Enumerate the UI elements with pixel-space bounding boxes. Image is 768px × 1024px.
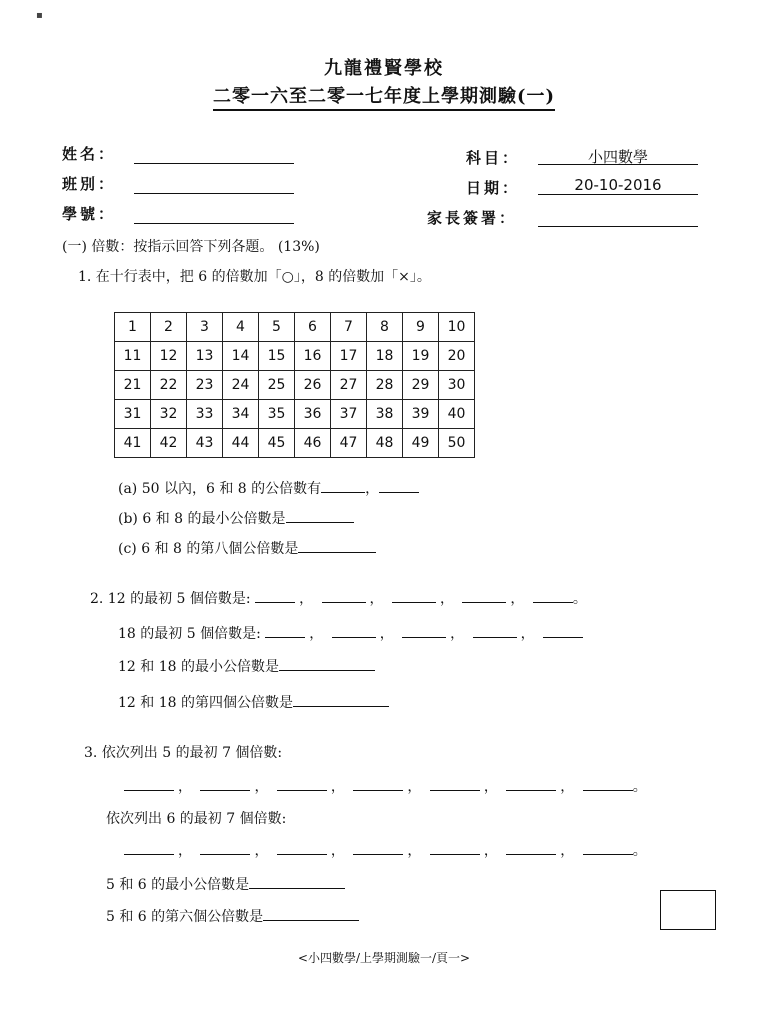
table-cell[interactable]: 19 — [403, 342, 439, 371]
table-cell[interactable]: 3 — [187, 313, 223, 342]
q3-line3 — [106, 874, 345, 894]
table-cell[interactable]: 30 — [439, 371, 475, 400]
q3-sixth-cm-label: 5 和 6 的第六個公倍數是 — [106, 909, 264, 925]
parent-signature-label: 家長簽署： — [427, 209, 518, 227]
subject-label: 科目： — [466, 149, 521, 167]
table-cell[interactable]: 34 — [223, 400, 259, 429]
number-label: 學號： — [62, 205, 117, 223]
q1b-label: (b) 6 和 8 的最小公倍數是 — [118, 511, 286, 527]
name-field[interactable] — [134, 145, 294, 164]
q1a-answer-2[interactable] — [379, 478, 419, 493]
q1b-row — [118, 508, 354, 528]
hundred-chart-table — [114, 312, 475, 458]
q3-5-multiple-1[interactable] — [124, 776, 174, 791]
q2-12-multiple-2[interactable] — [322, 588, 366, 603]
table-cell[interactable]: 46 — [295, 429, 331, 458]
table-cell[interactable]: 18 — [367, 342, 403, 371]
score-box[interactable] — [660, 890, 716, 930]
parent-signature-field[interactable] — [538, 208, 698, 227]
table-row — [115, 342, 475, 371]
q1c-answer[interactable] — [298, 538, 376, 553]
table-cell[interactable]: 44 — [223, 429, 259, 458]
table-cell[interactable]: 11 — [115, 342, 151, 371]
table-cell[interactable]: 4 — [223, 313, 259, 342]
school-name: 九龍禮賢學校 — [324, 58, 444, 79]
subject-field: 小四數學 — [538, 146, 698, 165]
table-cell[interactable]: 7 — [331, 313, 367, 342]
q3-6-multiple-4[interactable] — [353, 840, 403, 855]
q3-6-multiple-3[interactable] — [277, 840, 327, 855]
q2-fourth-cm-label: 12 和 18 的第四個公倍數是 — [118, 695, 293, 711]
table-cell[interactable]: 38 — [367, 400, 403, 429]
table-cell[interactable]: 14 — [223, 342, 259, 371]
q2-12-multiple-4[interactable] — [462, 588, 506, 603]
page-footer: <小四數學/上學期測驗一/頁一> — [297, 951, 471, 965]
q2-18-multiple-3[interactable] — [402, 623, 446, 638]
q3-prompt-2: 依次列出 6 的最初 7 個倍數: — [106, 811, 287, 827]
scan-mark: ▪ — [36, 10, 43, 21]
q1c-row — [118, 538, 376, 558]
table-row — [115, 429, 475, 458]
table-cell[interactable]: 28 — [367, 371, 403, 400]
table-cell[interactable]: 29 — [403, 371, 439, 400]
q1-prompt: 1. 在十行表中，把 6 的倍數加「○」，8 的倍數加「×」。 — [78, 269, 431, 285]
q3-6-multiple-1[interactable] — [124, 840, 174, 855]
table-cell[interactable]: 20 — [439, 342, 475, 371]
q3-5-multiple-3[interactable] — [277, 776, 327, 791]
table-cell[interactable]: 39 — [403, 400, 439, 429]
q3-line4 — [106, 906, 359, 926]
q1a-label: (a) 50 以內，6 和 8 的公倍數有 — [118, 481, 322, 497]
number-field[interactable] — [134, 205, 294, 224]
table-cell[interactable]: 2 — [151, 313, 187, 342]
q3-6-multiple-5[interactable] — [430, 840, 480, 855]
table-cell[interactable]: 8 — [367, 313, 403, 342]
q2-18-multiple-4[interactable] — [473, 623, 517, 638]
q2-18-multiple-2[interactable] — [332, 623, 376, 638]
q2-fourth-cm-answer[interactable] — [293, 692, 389, 707]
q2-18-multiple-5[interactable] — [543, 623, 583, 638]
table-cell[interactable]: 12 — [151, 342, 187, 371]
section-heading: (一) 倍數：按指示回答下列各題。 (13%) — [62, 239, 320, 255]
table-cell[interactable]: 32 — [151, 400, 187, 429]
table-cell[interactable]: 40 — [439, 400, 475, 429]
q2-line4 — [118, 692, 389, 712]
q3-5-multiple-5[interactable] — [430, 776, 480, 791]
q2-line3 — [118, 656, 375, 676]
table-cell[interactable]: 48 — [367, 429, 403, 458]
q3-6-multiple-2[interactable] — [200, 840, 250, 855]
class-field[interactable] — [134, 175, 294, 194]
q3-prompt: 3. 依次列出 5 的最初 7 個倍數: — [84, 745, 283, 761]
q3-6-multiple-7[interactable] — [583, 840, 633, 855]
class-label: 班別： — [62, 175, 117, 193]
table-cell[interactable]: 26 — [295, 371, 331, 400]
q3-lcm-answer[interactable] — [249, 874, 345, 889]
q2-line1-prefix: 2. 12 的最初 5 個倍數是: — [90, 591, 251, 607]
q3-5-multiple-2[interactable] — [200, 776, 250, 791]
table-row — [115, 371, 475, 400]
table-row — [115, 400, 475, 429]
q2-12-multiple-3[interactable] — [392, 588, 436, 603]
q3-5-multiple-7[interactable] — [583, 776, 633, 791]
table-cell[interactable]: 35 — [259, 400, 295, 429]
exam-title: 二零一六至二零一七年度上學期測驗(一) — [0, 82, 768, 108]
table-cell[interactable]: 10 — [439, 313, 475, 342]
q3-5-multiples-row: ， ， ， ， ， ， 。 — [124, 776, 647, 796]
table-cell[interactable]: 37 — [331, 400, 367, 429]
table-cell[interactable]: 33 — [187, 400, 223, 429]
q2-12-multiple-1[interactable] — [255, 588, 295, 603]
table-cell[interactable]: 47 — [331, 429, 367, 458]
q2-18-multiple-1[interactable] — [265, 623, 305, 638]
table-cell[interactable]: 50 — [439, 429, 475, 458]
q3-6-multiple-6[interactable] — [506, 840, 556, 855]
q2-line2: 18 的最初 5 個倍數是: ， ， ， ， — [118, 623, 583, 643]
table-cell[interactable]: 17 — [331, 342, 367, 371]
table-cell[interactable]: 31 — [115, 400, 151, 429]
q2-line2-prefix: 18 的最初 5 個倍數是: — [118, 626, 261, 642]
table-cell[interactable]: 27 — [331, 371, 367, 400]
q1c-label: (c) 6 和 8 的第八個公倍數是 — [118, 541, 299, 557]
date-label: 日期： — [466, 179, 521, 197]
table-cell[interactable]: 36 — [295, 400, 331, 429]
q1a-sep: ， — [365, 481, 380, 497]
table-cell[interactable]: 6 — [295, 313, 331, 342]
table-cell[interactable]: 9 — [403, 313, 439, 342]
table-cell[interactable]: 45 — [259, 429, 295, 458]
table-cell[interactable]: 42 — [151, 429, 187, 458]
table-cell[interactable]: 16 — [295, 342, 331, 371]
q2-lcm-answer[interactable] — [279, 656, 375, 671]
q2-lcm-label: 12 和 18 的最小公倍數是 — [118, 659, 279, 675]
q2-line1: 2. 12 的最初 5 個倍數是: ， ， ， ， 。 — [90, 588, 587, 608]
q1a-row — [118, 478, 419, 498]
name-label: 姓名： — [62, 145, 117, 163]
table-cell[interactable]: 21 — [115, 371, 151, 400]
table-cell[interactable]: 15 — [259, 342, 295, 371]
q1b-answer[interactable] — [286, 508, 354, 523]
q3-6-multiples-row: ， ， ， ， ， ， 。 — [124, 840, 647, 860]
table-cell[interactable]: 25 — [259, 371, 295, 400]
date-field: 20-10-2016 — [538, 176, 698, 195]
q2-12-multiple-5[interactable] — [533, 588, 573, 603]
table-row — [115, 313, 475, 342]
table-cell[interactable]: 49 — [403, 429, 439, 458]
table-cell[interactable]: 24 — [223, 371, 259, 400]
table-cell[interactable]: 41 — [115, 429, 151, 458]
q3-5-multiple-6[interactable] — [506, 776, 556, 791]
table-cell[interactable]: 23 — [187, 371, 223, 400]
q3-sixth-cm-answer[interactable] — [263, 906, 359, 921]
table-cell[interactable]: 22 — [151, 371, 187, 400]
table-cell[interactable]: 13 — [187, 342, 223, 371]
q3-lcm-label: 5 和 6 的最小公倍數是 — [106, 877, 250, 893]
q1a-answer-1[interactable] — [321, 478, 365, 493]
table-cell[interactable]: 5 — [259, 313, 295, 342]
q3-5-multiple-4[interactable] — [353, 776, 403, 791]
table-cell[interactable]: 1 — [115, 313, 151, 342]
table-cell[interactable]: 43 — [187, 429, 223, 458]
